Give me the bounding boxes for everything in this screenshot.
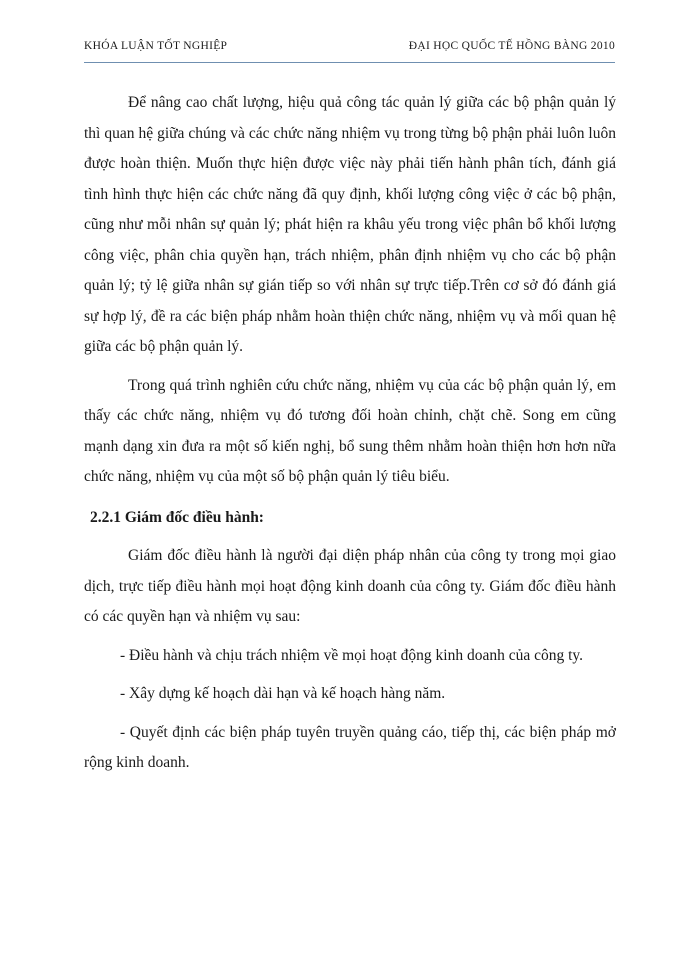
header-university: ĐẠI HỌC QUỐC TẾ HỒNG BÀNG 2010 (408, 40, 615, 52)
paragraph-intro: Để nâng cao chất lượng, hiệu quả công tác quản lý giữa các bộ phận quản lý thì quan hệ giữa chúng và các chức năng nhiệm vụ trong từng bộ phận phải luôn luôn được hoàn thiện. Muốn thực hiện được việc này phải tiến hành phân tích, đánh giá tình hình thực hiện các chức năng đã quy định, khối lượng công việc ở các bộ phận, cũng như mỗi nhân sự quản lý; phát hiện ra khâu yếu trong việc phân bổ khối lượng công việc, phân chia quyền hạn, trách nhiệm, phân định nhiệm vụ cho các bộ phận quản lý; tỷ lệ giữa nhân sự gián tiếp so với nhân sự trực tiếp.Trên cơ sở đó đánh giá sự hợp lý, đề ra các biện pháp nhằm hoàn thiện chức năng, nhiệm vụ và mối quan hệ giữa các bộ phận quản lý. (84, 94, 616, 355)
section-heading: 2.2.1 Giám đốc điều hành: (90, 508, 264, 526)
bullet-item: - Điều hành và chịu trách nhiệm về mọi hoạt động kinh doanh của công ty. (120, 646, 584, 664)
page-header (84, 40, 615, 63)
paragraph-director: Giám đốc điều hành là người đại diện pháp nhân của công ty trong mọi giao dịch, trực tiếp điều hành mọi hoạt động kinh doanh của công ty. Giám đốc điều hành có các quyền hạn và nhiệm vụ sau: (84, 547, 616, 625)
bullet-item: - Xây dựng kế hoạch dài hạn và kế hoạch hàng năm. (120, 685, 446, 702)
header-thesis-title: KHÓA LUẬN TỐT NGHIỆP (84, 40, 228, 52)
bullet-item: - Quyết định các biện pháp tuyên truyền quảng cáo, tiếp thị, các biện pháp mở rộng kinh doanh. (84, 723, 616, 771)
page-body (84, 88, 616, 779)
paragraph-research: Trong quá trình nghiên cứu chức năng, nhiệm vụ của các bộ phận quản lý, em thấy các chức năng, nhiệm vụ đó tương đối hoàn chỉnh, chặt chẽ. Song em cũng mạnh dạng xin đưa ra một số kiến nghị, bổ sung thêm nhằm hoàn thiện hơn hơn nữa chức năng, nhiệm vụ của một số bộ phận quản lý tiêu biểu. (84, 376, 616, 485)
